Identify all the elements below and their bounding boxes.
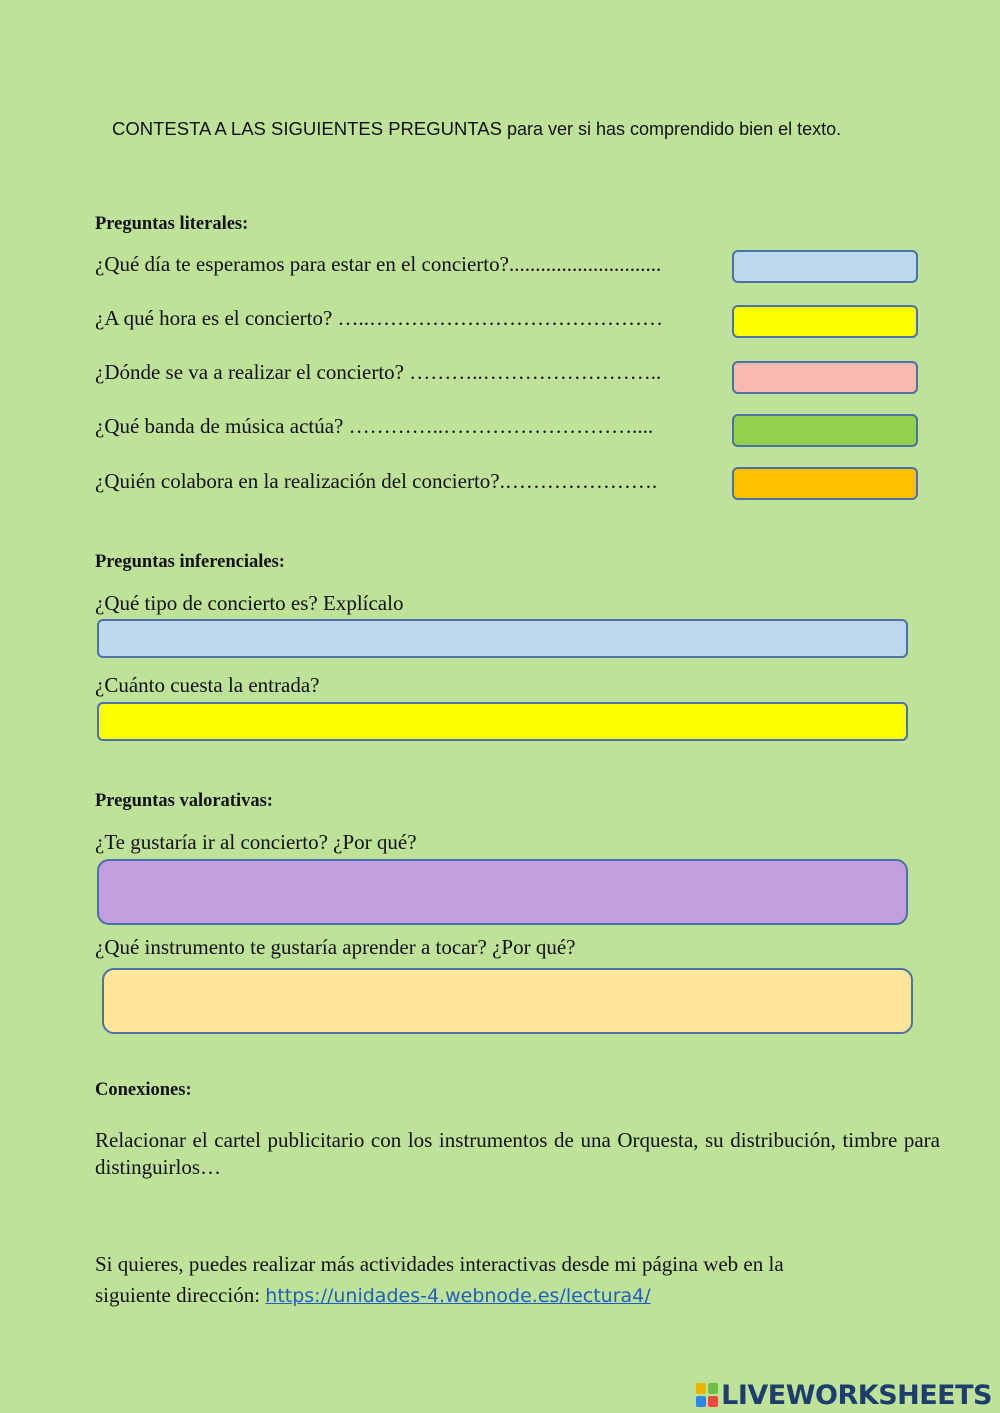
answer-band-input[interactable]	[732, 414, 918, 447]
lesson-link[interactable]: https://unidades-4.webnode.es/lectura4/	[265, 1285, 651, 1307]
evaluative-heading: Preguntas valorativas:	[95, 791, 273, 811]
answer-time-input[interactable]	[732, 305, 918, 338]
liveworksheets-logo[interactable]	[696, 1380, 992, 1410]
answer-ticket-price-input[interactable]	[97, 702, 908, 741]
footer-paragraph	[95, 1249, 895, 1312]
answer-instrument-textarea[interactable]	[102, 968, 913, 1034]
inferential-question-1: ¿Qué tipo de concierto es? Explícalo	[95, 591, 404, 615]
answer-place-input[interactable]	[732, 361, 918, 394]
instructions-rest: para ver si has comprendido bien el texto.	[501, 119, 842, 139]
inferential-question-2: ¿Cuánto cuesta la entrada?	[95, 673, 320, 697]
answer-like-concert-textarea[interactable]	[97, 859, 908, 925]
footer-text-2: siguiente dirección:	[95, 1283, 266, 1307]
instructions-caps: CONTESTA A LAS SIGUIENTES PREGUNTAS	[112, 118, 502, 139]
literal-question-2: ¿A qué hora es el concierto? …..……………………………………	[95, 306, 664, 330]
literal-question-5: ¿Quién colabora en la realización del concierto?.………………….	[95, 469, 658, 493]
answer-concert-type-input[interactable]	[97, 619, 908, 658]
liveworksheets-mark-icon	[696, 1383, 718, 1407]
literal-question-1: ¿Qué día te esperamos para estar en el concierto?.............................	[95, 252, 662, 276]
instructions	[112, 118, 841, 140]
connections-heading: Conexiones:	[95, 1080, 192, 1100]
inferential-heading: Preguntas inferenciales:	[95, 552, 285, 572]
literal-heading: Preguntas literales:	[95, 214, 249, 234]
literal-question-3: ¿Dónde se va a realizar el concierto? ………..……………………..	[95, 360, 662, 384]
answer-collaborator-input[interactable]	[732, 467, 918, 500]
logo-text: LIVEWORKSHEETS	[721, 1379, 992, 1411]
evaluative-question-1: ¿Te gustaría ir al concierto? ¿Por qué?	[95, 830, 417, 854]
connections-text: Relacionar el cartel publicitario con los instrumentos de una Orquesta, su distribución, timbre para distinguirlos…	[95, 1128, 940, 1179]
answer-day-input[interactable]	[732, 250, 918, 283]
footer-text-1: Si quieres, puedes realizar más actividades interactivas desde mi página web en la	[95, 1252, 784, 1276]
evaluative-question-2: ¿Qué instrumento te gustaría aprender a tocar? ¿Por qué?	[95, 935, 576, 959]
literal-question-4: ¿Qué banda de música actúa? …………..………………………....	[95, 414, 654, 438]
